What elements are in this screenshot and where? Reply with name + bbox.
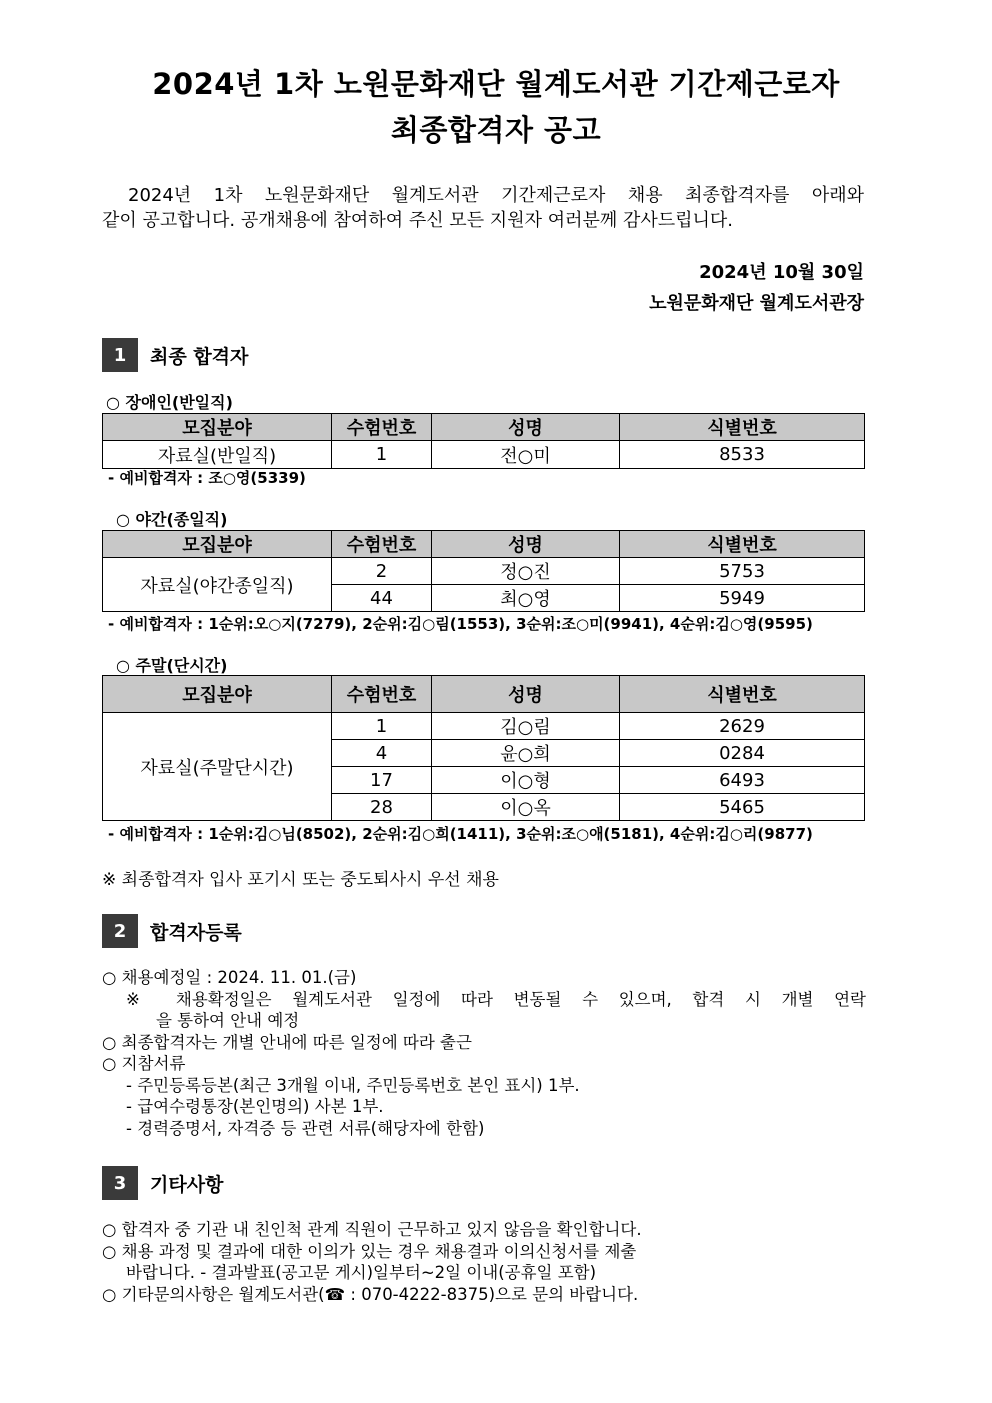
field-cell: 자료실(반일직) [103, 441, 332, 469]
header-name: 성명 [432, 531, 620, 558]
id-cell: 5949 [620, 585, 865, 612]
list-item: ○ 지참서류 [102, 1054, 186, 1073]
header-exam-no: 수험번호 [332, 531, 432, 558]
section-number-badge: 1 [102, 338, 138, 372]
section-1-header [102, 338, 248, 372]
section-title: 합격자등록 [150, 921, 242, 944]
reserve-list: - 예비합격자 : 조○영(5339) [108, 469, 306, 487]
name-cell: 이○형 [432, 767, 620, 794]
name-cell: 윤○희 [432, 740, 620, 767]
exam-no-cell: 4 [332, 740, 432, 767]
id-cell: 5465 [620, 794, 865, 821]
header-exam-no: 수험번호 [332, 414, 432, 441]
id-cell: 0284 [620, 740, 865, 767]
exam-no-cell: 1 [332, 441, 432, 469]
header-id: 식별번호 [620, 676, 865, 713]
id-cell: 6493 [620, 767, 865, 794]
list-item: ○ 합격자 중 기관 내 친인척 관계 직원이 근무하고 있지 않음을 확인합니다. [102, 1220, 642, 1239]
section-title: 최종 합격자 [150, 345, 249, 368]
other-notes-list [102, 1219, 866, 1305]
list-item: ※ 채용확정일은 월계도서관 일정에 따라 변동될 수 있으며, 합격 시 개별 연락 [126, 989, 866, 1009]
header-id: 식별번호 [620, 414, 865, 441]
name-cell: 최○영 [432, 585, 620, 612]
exam-no-cell: 28 [332, 794, 432, 821]
result-table-night [102, 530, 865, 612]
section-title: 기타사항 [150, 1173, 224, 1196]
section-2-header [102, 914, 242, 948]
table-row [103, 441, 865, 469]
intro-line-2: 같이 공고합니다. 공개채용에 참여하여 주신 모든 지원자 여러분께 감사드립니다. [102, 210, 734, 231]
section-number-badge: 2 [102, 914, 138, 948]
list-item: - 경력증명서, 자격증 등 관련 서류(해당자에 한함) [126, 1118, 485, 1138]
field-cell: 자료실(야간종일직) [103, 558, 332, 612]
header-field: 모집분야 [103, 531, 332, 558]
header-name: 성명 [432, 676, 620, 713]
header-field: 모집분야 [103, 676, 332, 713]
announcement-date: 2024년 10월 30일 [699, 262, 864, 283]
priority-note: ※ 최종합격자 입사 포기시 또는 중도퇴사시 우선 채용 [102, 870, 499, 890]
intro-line-1: 2024년 1차 노원문화재단 월계도서관 기간제근로자 채용 최종합격자를 아래와 [128, 185, 864, 206]
id-cell: 5753 [620, 558, 865, 585]
registration-list [102, 967, 866, 1139]
list-item: ○ 채용예정일 : 2024. 11. 01.(금) [102, 968, 357, 987]
issuer-name: 노원문화재단 월계도서관장 [649, 293, 864, 314]
name-cell: 김○림 [432, 713, 620, 740]
list-item: ○ 채용 과정 및 결과에 대한 이의가 있는 경우 채용결과 이의신청서를 제출 [102, 1241, 637, 1261]
result-table-weekend [102, 675, 865, 821]
group-label: ○ 야간(종일직) [116, 510, 228, 529]
page-title: 2024년 1차 노원문화재단 월계도서관 기간제근로자 [152, 67, 840, 101]
exam-no-cell: 17 [332, 767, 432, 794]
list-item: - 급여수령통장(본인명의) 사본 1부. [126, 1097, 384, 1116]
list-item: ○ 기타문의사항은 월계도서관(☎ : 070-4222-8375)으로 문의 바랍니다. [102, 1284, 639, 1304]
table-row [103, 713, 865, 740]
name-cell: 전○미 [432, 441, 620, 469]
header-field: 모집분야 [103, 414, 332, 441]
exam-no-cell: 44 [332, 585, 432, 612]
header-exam-no: 수험번호 [332, 676, 432, 713]
name-cell: 정○진 [432, 558, 620, 585]
exam-no-cell: 2 [332, 558, 432, 585]
id-cell: 2629 [620, 713, 865, 740]
list-item: ○ 최종합격자는 개별 안내에 따른 일정에 따라 출근 [102, 1032, 472, 1052]
id-cell: 8533 [620, 441, 865, 469]
header-name: 성명 [432, 414, 620, 441]
result-table-disabled [102, 413, 865, 469]
section-3-header [102, 1166, 223, 1200]
header-id: 식별번호 [620, 531, 865, 558]
exam-no-cell: 1 [332, 713, 432, 740]
section-number-badge: 3 [102, 1166, 138, 1200]
list-item: - 주민등록등본(최근 3개월 이내, 주민등록번호 본인 표시) 1부. [126, 1075, 580, 1095]
reserve-list: - 예비합격자 : 1순위:김○님(8502), 2순위:김○희(1411), 3순위:조○애(5181), 4순위:김○리(9877) [108, 825, 813, 843]
list-item: 바랍니다. - 결과발표(공고문 게시)일부터~2일 이내(공휴일 포함) [126, 1263, 597, 1282]
intro-paragraph [102, 183, 864, 233]
name-cell: 이○옥 [432, 794, 620, 821]
page-subtitle: 최종합격자 공고 [390, 113, 602, 147]
group-label: ○ 장애인(반일직) [106, 393, 233, 412]
list-item: 을 통하여 안내 예정 [156, 1011, 300, 1030]
reserve-list: - 예비합격자 : 1순위:오○지(7279), 2순위:김○림(1553), 3순위:조○미(9941), 4순위:김○영(9595) [108, 615, 813, 633]
table-row [103, 558, 865, 585]
field-cell: 자료실(주말단시간) [103, 713, 332, 821]
group-label: ○ 주말(단시간) [116, 656, 228, 675]
